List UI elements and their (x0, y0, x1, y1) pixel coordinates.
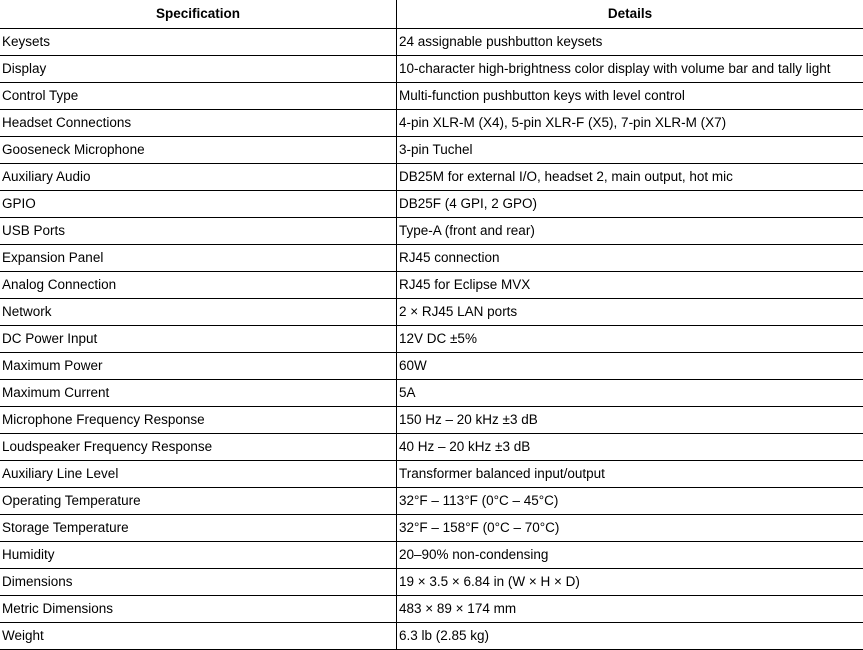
table-row (0, 596, 863, 623)
spec-detail-cell: 5A (397, 380, 863, 407)
table-row (0, 164, 863, 191)
spec-name-cell: Auxiliary Line Level (0, 461, 397, 488)
spec-name-cell: USB Ports (0, 218, 397, 245)
table-row (0, 56, 863, 83)
table-row (0, 272, 863, 299)
table-row (0, 326, 863, 353)
table-row (0, 434, 863, 461)
table-row (0, 623, 863, 650)
spec-name-cell: Auxiliary Audio (0, 164, 397, 191)
spec-name-cell: Keysets (0, 29, 397, 56)
spec-detail-cell: 6.3 lb (2.85 kg) (397, 623, 863, 650)
spec-name-cell: Humidity (0, 542, 397, 569)
spec-name-cell: Control Type (0, 83, 397, 110)
spec-name-cell: Gooseneck Microphone (0, 137, 397, 164)
spec-detail-cell: 32°F – 113°F (0°C – 45°C) (397, 488, 863, 515)
spec-name-cell: Microphone Frequency Response (0, 407, 397, 434)
spec-detail-cell: DB25M for external I/O, headset 2, main output, hot mic (397, 164, 863, 191)
spec-detail-cell: 10-character high-brightness color display with volume bar and tally light (397, 56, 863, 83)
table-row (0, 380, 863, 407)
table-row (0, 137, 863, 164)
spec-name-cell: Metric Dimensions (0, 596, 397, 623)
spec-detail-cell: Transformer balanced input/output (397, 461, 863, 488)
table-row (0, 299, 863, 326)
spec-detail-cell: 19 × 3.5 × 6.84 in (W × H × D) (397, 569, 863, 596)
table-row (0, 245, 863, 272)
table-row (0, 353, 863, 380)
spec-name-cell: Loudspeaker Frequency Response (0, 434, 397, 461)
spec-detail-cell: 3-pin Tuchel (397, 137, 863, 164)
table-row (0, 407, 863, 434)
spec-detail-cell: 40 Hz – 20 kHz ±3 dB (397, 434, 863, 461)
spec-detail-cell: 32°F – 158°F (0°C – 70°C) (397, 515, 863, 542)
table-row (0, 461, 863, 488)
spec-detail-cell: 24 assignable pushbutton keysets (397, 29, 863, 56)
table-row (0, 569, 863, 596)
table-header (0, 0, 863, 29)
spec-name-cell: GPIO (0, 191, 397, 218)
spec-name-cell: Maximum Current (0, 380, 397, 407)
spec-detail-cell: 2 × RJ45 LAN ports (397, 299, 863, 326)
spec-name-cell: DC Power Input (0, 326, 397, 353)
table-row (0, 218, 863, 245)
spec-detail-cell: 4-pin XLR-M (X4), 5-pin XLR-F (X5), 7-pin XLR-M (X7) (397, 110, 863, 137)
spec-detail-cell: DB25F (4 GPI, 2 GPO) (397, 191, 863, 218)
table-row (0, 488, 863, 515)
spec-name-cell: Display (0, 56, 397, 83)
spec-name-cell: Dimensions (0, 569, 397, 596)
spec-name-cell: Headset Connections (0, 110, 397, 137)
table-row (0, 83, 863, 110)
header-details: Details (397, 0, 863, 29)
header-specification: Specification (0, 0, 397, 29)
spec-detail-cell: 12V DC ±5% (397, 326, 863, 353)
spec-detail-cell: RJ45 connection (397, 245, 863, 272)
table-row (0, 542, 863, 569)
spec-detail-cell: 20–90% non-condensing (397, 542, 863, 569)
spec-name-cell: Network (0, 299, 397, 326)
table-body (0, 29, 863, 650)
spec-name-cell: Weight (0, 623, 397, 650)
spec-detail-cell: 60W (397, 353, 863, 380)
table-row (0, 515, 863, 542)
spec-name-cell: Maximum Power (0, 353, 397, 380)
spec-detail-cell: 150 Hz – 20 kHz ±3 dB (397, 407, 863, 434)
spec-detail-cell: Type-A (front and rear) (397, 218, 863, 245)
spec-detail-cell: Multi-function pushbutton keys with level control (397, 83, 863, 110)
table-row (0, 191, 863, 218)
spec-name-cell: Expansion Panel (0, 245, 397, 272)
table-row (0, 29, 863, 56)
header-row (0, 0, 863, 29)
table-row (0, 110, 863, 137)
spec-name-cell: Operating Temperature (0, 488, 397, 515)
spec-detail-cell: RJ45 for Eclipse MVX (397, 272, 863, 299)
spec-detail-cell: 483 × 89 × 174 mm (397, 596, 863, 623)
spec-name-cell: Analog Connection (0, 272, 397, 299)
spec-name-cell: Storage Temperature (0, 515, 397, 542)
